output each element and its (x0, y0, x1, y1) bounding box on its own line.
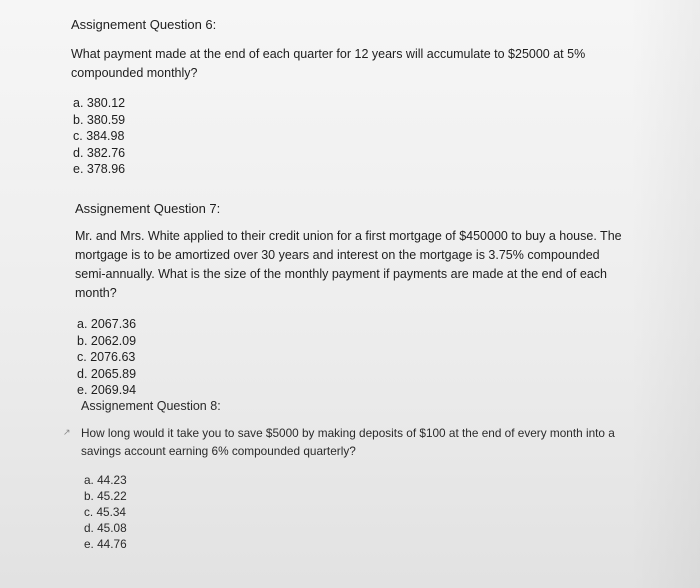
question-7-title: Assignement Question 7: (75, 201, 221, 216)
question-6-text: What payment made at the end of each quarter for 12 years will accumulate to $25000 at 5% compounded monthly? (71, 47, 586, 80)
cursor-arrow-icon: ↗ (63, 427, 71, 437)
question-8-block (81, 398, 641, 552)
question-6-option-b: b. 380.59 (73, 112, 126, 127)
question-8-options (84, 472, 641, 552)
question-7-block (75, 201, 635, 399)
question-6-options (73, 95, 631, 178)
question-8-option-e: e. 44.76 (84, 537, 127, 551)
question-8-option-a: a. 44.23 (84, 473, 127, 487)
question-7-option-d: d. 2065.89 (77, 366, 137, 381)
question-6-option-c: c. 384.98 (73, 129, 125, 143)
question-6-option-d: d. 382.76 (73, 145, 126, 160)
question-6-title: Assignement Question 6: (71, 17, 217, 32)
question-6-option-e: e. 378.96 (73, 162, 126, 176)
question-8-text: How long would it take you to save $5000 by making deposits of $100 at the end of every month into a savings account earning 6% compounded quarterly? (81, 426, 615, 458)
question-7-options (77, 316, 635, 399)
question-8-option-d: d. 45.08 (84, 521, 127, 535)
question-8-title: Assignement Question 8: (81, 399, 221, 413)
question-6-block (71, 17, 631, 178)
question-7-option-c: c. 2076.63 (77, 350, 136, 364)
question-6-option-a: a. 380.12 (73, 96, 126, 110)
question-7-text: Mr. and Mrs. White applied to their credit union for a first mortgage of $450000 to buy a house. The mortgage is to be amortized over 30 years and interest on the mortgage is 3.75% compounded semi-annually. What is the size of the monthly payment if payments are made at the end of each month? (75, 229, 622, 300)
question-8-option-b: b. 45.22 (84, 489, 127, 503)
question-7-option-a: a. 2067.36 (77, 317, 137, 331)
question-7-option-b: b. 2062.09 (77, 333, 137, 348)
question-7-option-e: e. 2069.94 (77, 383, 137, 397)
question-8-option-c: c. 45.34 (84, 505, 126, 519)
